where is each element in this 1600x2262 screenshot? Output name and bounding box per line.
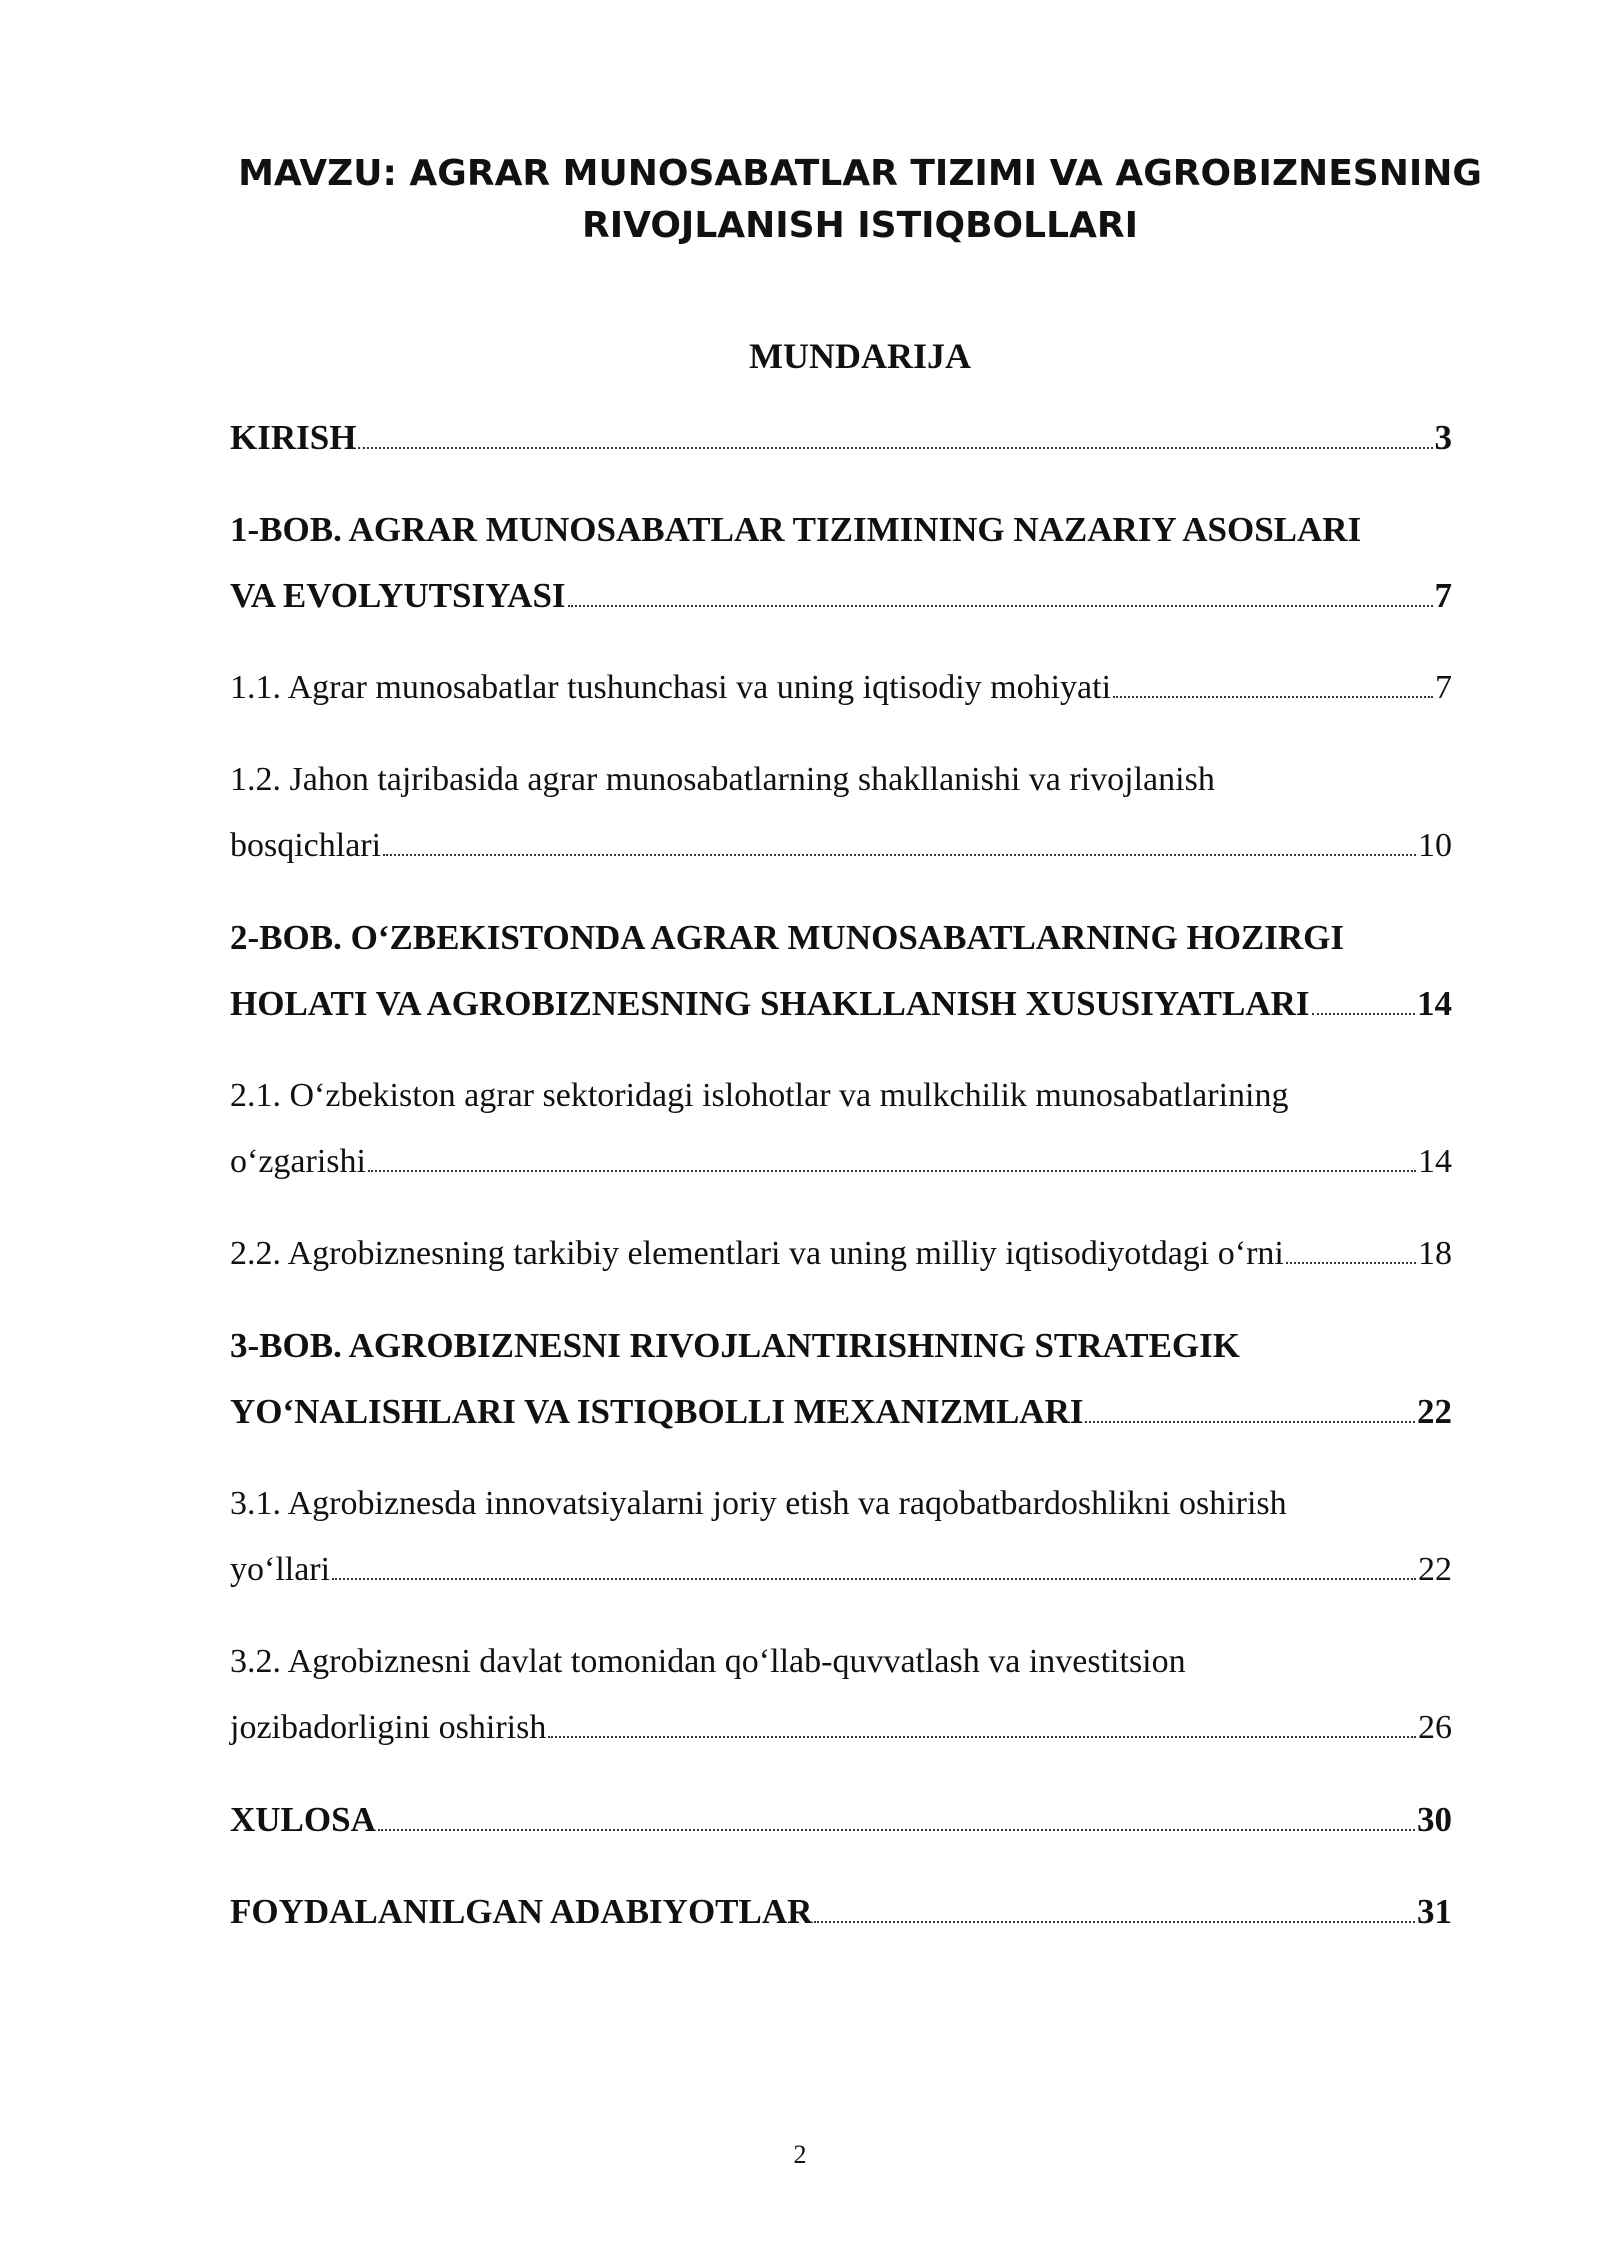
toc-entry[interactable] [230, 655, 1452, 721]
toc-page-number: 10 [1418, 827, 1452, 864]
toc-dot-leader [368, 1170, 1416, 1172]
toc-dot-leader [568, 605, 1433, 607]
toc-page-number: 7 [1434, 576, 1452, 615]
toc-entry[interactable] [230, 747, 1452, 879]
toc-entry-line [230, 1221, 1452, 1287]
toc-dot-leader [1113, 696, 1433, 698]
toc-entry[interactable] [230, 1221, 1452, 1287]
toc-entry-line [230, 1379, 1452, 1445]
toc-entry-line [230, 971, 1452, 1037]
toc-entry-line [230, 563, 1452, 629]
toc-entry-text: FOYDALANILGAN ADABIYOTLAR [230, 1892, 813, 1931]
toc-entry[interactable] [230, 1879, 1452, 1945]
toc-entry-text: 2.2. Agrobiznesning tarkibiy elementlari va uning milliy iqtisodiyotdagi o‘rni [230, 1235, 1284, 1272]
toc-entry-text: 2-BOB. O‘ZBEKISTONDA AGRAR MUNOSABATLARNING HOZIRGI [230, 918, 1345, 957]
toc-entry-text: KIRISH [230, 418, 357, 457]
toc-entry-text: o‘zgarishi [230, 1143, 366, 1180]
toc-page-number: 7 [1435, 669, 1452, 706]
toc-dot-leader [383, 854, 1416, 856]
toc-dot-leader [814, 1921, 1415, 1923]
toc-dot-leader [332, 1578, 1416, 1580]
toc-entry-line [230, 655, 1452, 721]
toc-entry-text: jozibadorligini oshirish [230, 1709, 547, 1746]
toc-page-number: 22 [1418, 1551, 1452, 1588]
toc-page-number: 26 [1418, 1709, 1452, 1746]
toc-entry[interactable] [230, 405, 1452, 471]
toc-entry-line [230, 1129, 1452, 1195]
toc-entry-text: VA EVOLYUTSIYASI [230, 576, 566, 615]
toc-entry[interactable] [230, 905, 1452, 1037]
toc-page-number: 31 [1417, 1892, 1452, 1931]
toc-entry-text: bosqichlari [230, 827, 382, 864]
document-title: MAVZU: AGRAR MUNOSABATLAR TIZIMI VA AGROBIZNESNING RIVOJLANISH ISTIQBOLLARI [238, 153, 1482, 246]
table-of-contents [230, 405, 1452, 1945]
toc-page-number: 14 [1417, 984, 1452, 1023]
toc-entry[interactable] [230, 1629, 1452, 1761]
toc-entry-line [230, 405, 1452, 471]
toc-entry-text: 2.1. O‘zbekiston agrar sektoridagi islohotlar va mulkchilik munosabatlarining [230, 1077, 1289, 1114]
toc-dot-leader [358, 447, 1432, 449]
toc-entry[interactable] [230, 1471, 1452, 1603]
toc-dot-leader [378, 1829, 1415, 1831]
toc-entry-text: XULOSA [230, 1800, 376, 1839]
toc-entry[interactable] [230, 1313, 1452, 1445]
toc-entry-text: yo‘llari [230, 1551, 331, 1588]
toc-entry-text: 3.1. Agrobiznesda innovatsiyalarni joriy etish va raqobatbardoshlikni oshirish [230, 1485, 1287, 1522]
toc-entry-text: 3-BOB. AGROBIZNESNI RIVOJLANTIRISHNING STRATEGIK [230, 1326, 1240, 1365]
toc-dot-leader [1312, 1013, 1416, 1015]
toc-entry-text: 1.1. Agrar munosabatlar tushunchasi va uning iqtisodiy mohiyati [230, 669, 1112, 706]
toc-entry[interactable] [230, 497, 1452, 629]
toc-entry-text: 1.2. Jahon tajribasida agrar munosabatlarning shakllanishi va rivojlanish [230, 761, 1215, 798]
page-number: 2 [793, 2140, 807, 2169]
toc-dot-leader [548, 1736, 1416, 1738]
toc-heading: MUNDARIJA [749, 336, 971, 376]
toc-dot-leader [1085, 1421, 1415, 1423]
toc-page-number: 18 [1418, 1235, 1452, 1272]
toc-entry-line [230, 1695, 1452, 1761]
toc-page-number: 22 [1417, 1392, 1452, 1431]
toc-entry-text: HOLATI VA AGROBIZNESNING SHAKLLANISH XUSUSIYATLARI [230, 984, 1310, 1023]
toc-entry-line [230, 1537, 1452, 1603]
toc-entry-line [230, 1879, 1452, 1945]
toc-entry[interactable] [230, 1063, 1452, 1195]
toc-page-number: 3 [1434, 418, 1452, 457]
toc-entry-line [230, 1787, 1452, 1853]
toc-entry-line [230, 813, 1452, 879]
toc-dot-leader [1286, 1262, 1416, 1264]
toc-entry[interactable] [230, 1787, 1452, 1853]
toc-entry-text: YO‘NALISHLARI VA ISTIQBOLLI MEXANIZMLARI [230, 1392, 1084, 1431]
toc-entry-text: 1-BOB. AGRAR MUNOSABATLAR TIZIMINING NAZARIY ASOSLARI [230, 510, 1362, 549]
toc-page-number: 30 [1417, 1800, 1452, 1839]
toc-entry-text: 3.2. Agrobiznesni davlat tomonidan qo‘llab-quvvatlash va investitsion [230, 1643, 1186, 1680]
toc-page-number: 14 [1418, 1143, 1452, 1180]
